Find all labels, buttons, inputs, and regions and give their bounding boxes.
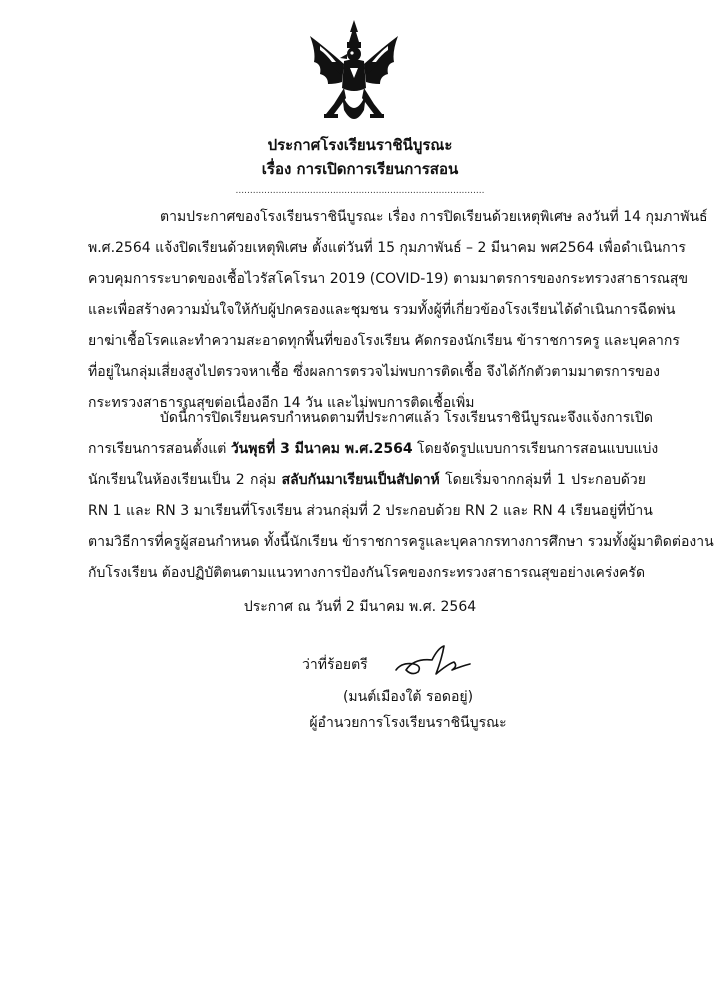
paragraph-1-line: พ.ศ.2564 แจ้งปิดเรียนด้วยเหตุพิเศษ ตั้งแต่วันที่ 15 กุมภาพันธ์ – 2 มีนาคม พศ2564 เพื่อดำเนินการ xyxy=(88,240,686,256)
text-run: นักเรียนในห้องเรียนเป็น 2 กลุ่ม xyxy=(88,472,282,488)
paragraph-2-line xyxy=(88,465,646,496)
paragraph-1-line: ควบคุมการระบาดของเชื้อไวรัสโคโรนา 2019 (COVID-19) ตามมาตรการของกระทรวงสาธารณสุข xyxy=(88,271,689,287)
paragraph-2-line: บัดนี้การปิดเรียนครบกำหนดตามที่ประกาศแล้ว โรงเรียนราชินีบูรณะจึงแจ้งการเปิด xyxy=(160,410,653,426)
title-separator: ....................................................................................... xyxy=(235,186,485,196)
signer-name: (มนต์เมืองใต้ รอดอยู่) xyxy=(342,689,474,705)
paragraph-1-line: ยาฆ่าเชื้อโรคและทำความสะอาดทุกพื้นที่ของโรงเรียน คัดกรองนักเรียน ข้าราชการครู และบุคลากร xyxy=(88,333,680,349)
paragraph-2-line xyxy=(88,434,659,465)
text-run: การเรียนการสอนตั้งแต่ xyxy=(88,441,231,457)
paragraph-2 xyxy=(88,403,714,589)
paragraph-1-line: และเพื่อสร้างความมั่นใจให้กับผู้ปกครองและชุมชน รวมทั้งผู้ที่เกี่ยวข้องโรงเรียนได้ดำเนินการฉีดพ่น xyxy=(88,302,676,318)
paragraph-2-line: กับโรงเรียน ต้องปฏิบัติตนตามแนวทางการป้องกันโรคของกระทรวงสาธารณสุขอย่างเคร่งครัด xyxy=(88,565,646,581)
paragraph-2-line: ตามวิธีการที่ครูผู้สอนกำหนด ทั้งนี้นักเรียน ข้าราชการครูและบุคลากรทางการศึกษา รวมทั้งผู้มาติดต่องาน xyxy=(88,534,714,550)
paragraph-2-line: RN 1 และ RN 3 มาเรียนที่โรงเรียน ส่วนกลุ่มที่ 2 ประกอบด้วย RN 2 และ RN 4 เรียนอยู่ที่บ้าน xyxy=(88,503,653,519)
signature-scribble xyxy=(392,640,472,682)
alternating-weeks-note: สลับกันมาเรียนเป็นสัปดาห์ xyxy=(281,472,440,488)
signer-rank: ว่าที่ร้อยตรี xyxy=(302,657,368,673)
paragraph-1-line: ที่อยู่ในกลุ่มเสี่ยงสูงไปตรวจหาเชื้อ ซึ่งผลการตรวจไม่พบการติดเชื้อ จึงได้กักตัวตามมาตรการของ xyxy=(88,364,660,380)
paragraph-1-line: กระทรวงสาธารณสุขต่อเนื่องอีก 14 วัน และไม่พบการติดเชื้อเพิ่ม xyxy=(88,395,475,411)
signer-position: ผู้อำนวยการโรงเรียนราชินีบูรณะ xyxy=(309,715,507,731)
text-run: โดยจัดรูปแบบการเรียนการสอนแบบแบ่ง xyxy=(412,441,659,457)
paragraph-1-line: ตามประกาศของโรงเรียนราชินีบูรณะ เรื่อง การปิดเรียนด้วยเหตุพิเศษ ลงวันที่ 14 กุมภาพันธ์ xyxy=(160,209,708,225)
text-run: โดยเริ่มจากกลุ่มที่ 1 ประกอบด้วย xyxy=(439,472,646,488)
reopening-date: วันพุธที่ 3 มีนาคม พ.ศ.2564 xyxy=(230,441,413,457)
garuda-emblem-icon xyxy=(306,18,402,130)
document-title: ประกาศโรงเรียนราชินีบูรณะ xyxy=(267,136,453,154)
announcement-date: ประกาศ ณ วันที่ 2 มีนาคม พ.ศ. 2564 xyxy=(243,599,477,615)
document-subject: เรื่อง การเปิดการเรียนการสอน xyxy=(261,160,459,178)
paragraph-1 xyxy=(88,202,708,419)
